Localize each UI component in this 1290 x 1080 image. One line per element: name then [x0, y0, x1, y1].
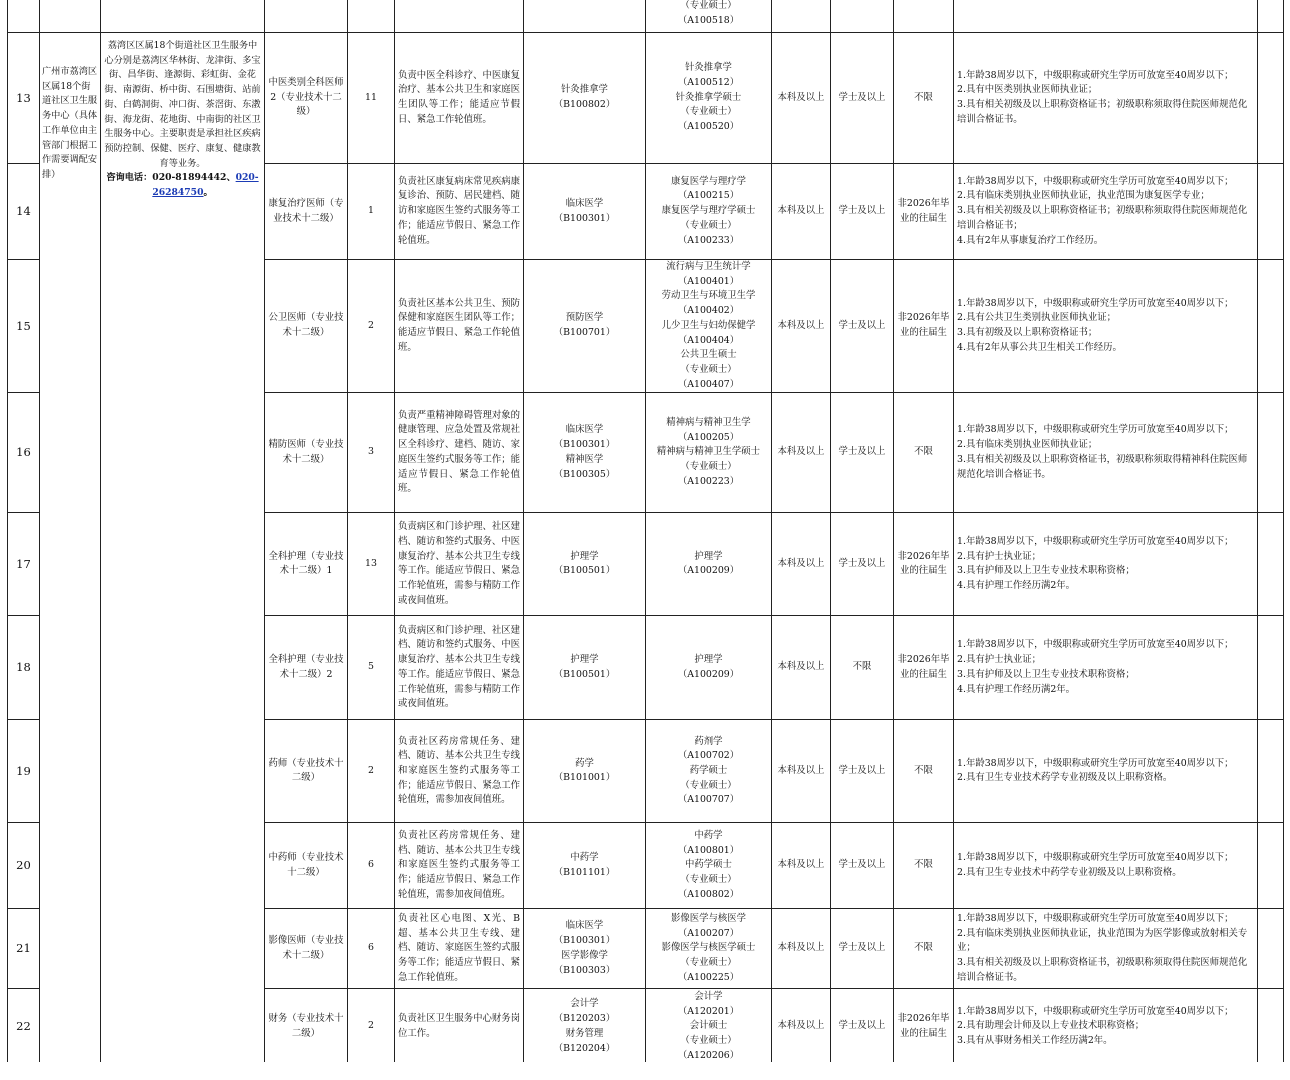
- education-requirement: 本科及以上: [772, 720, 831, 823]
- hire-count: 13: [348, 513, 395, 616]
- education-requirement: 本科及以上: [772, 513, 831, 616]
- notes-cell: [1258, 720, 1284, 823]
- graduate-status: 非2026年毕业的往届生: [894, 164, 954, 260]
- hire-count: 3: [348, 393, 395, 513]
- undergrad-major-line: 会计学: [570, 998, 599, 1010]
- requirement-line: 1.年龄38周岁以下，中级职称或研究生学历可放宽至40周岁以下；: [957, 913, 1234, 925]
- undergrad-major-line: 精神医学: [565, 453, 604, 465]
- grad-major-line: 康复医学与理疗学: [670, 175, 746, 187]
- degree-requirement: 学士及以上: [831, 909, 894, 989]
- position-duties: 负责病区和门诊护理、社区建档、随访和签约式服务、中医康复治疗、基本公共卫生专线等工作。能适应节假日、紧急工作轮值班，需参与精防工作或夜间值班。: [395, 616, 524, 720]
- other-requirements: [954, 909, 1258, 989]
- requirement-line: 4.具有2年从事康复治疗工作经历。: [957, 234, 1104, 246]
- grad-major-line: 会计学: [694, 991, 723, 1003]
- page-bottom-margin: [0, 1062, 1290, 1080]
- undergrad-major-cell: [524, 989, 646, 1065]
- notes-cell: [1258, 164, 1284, 260]
- position-name: 中医类别全科医师2（专业技术十二级）: [265, 33, 348, 164]
- grad-major-line: （专业硕士）: [680, 461, 737, 473]
- grad-major-cell: [646, 616, 772, 720]
- position-name: 全科护理（专业技术十二级）2: [265, 616, 348, 720]
- grad-major-line: 劳动卫生与环境卫生学: [661, 290, 756, 302]
- other-requirements: [954, 720, 1258, 823]
- grad-major-line: 影像医学与核医学硕士: [661, 942, 756, 954]
- unit-description: 荔湾区区属18个街道社区卫生服务中心分别是荔湾区华林街、龙津街、多宝街、昌华街、逢源街、彩虹街、金花街、南源街、桥中街、石围塘街、站前街、白鹤洞街、冲口街、茶滘街、东漖街、海龙街、花地街、中南街的社区卫生服务中心。主要职责是承担社区疾病预防控制、保健、医疗、康复、健康教育等业务。: [104, 40, 261, 169]
- grad-major-line: （专业硕士）: [680, 1035, 737, 1047]
- undergrad-major-line: （B100301）: [553, 439, 616, 451]
- grad-major-line: 儿少卫生与妇幼保健学: [661, 319, 756, 331]
- row-number: 15: [8, 260, 40, 393]
- grad-major-line: （专业硕士）: [680, 219, 737, 231]
- position-name: 影像医师（专业技术十二级）: [265, 909, 348, 989]
- hire-count: 11: [348, 33, 395, 164]
- requirement-line: 1.年龄38周岁以下，中级职称或研究生学历可放宽至40周岁以下；: [957, 852, 1234, 864]
- undergrad-major-cell: [524, 260, 646, 393]
- undergrad-major-line: （B100303）: [553, 964, 616, 976]
- grad-major-line: 中药学硕士: [685, 859, 732, 871]
- phone-2-link[interactable]: 020-26284750: [152, 172, 259, 199]
- requirement-line: 2.具有公共卫生类别执业医师执业证；: [957, 312, 1116, 324]
- position-name: 康复治疗医师（专业技术十二级）: [265, 164, 348, 260]
- hire-count: 2: [348, 260, 395, 393]
- position-duties: 负责严重精神障碍管理对象的健康管理、应急处置及常规社区全科诊疗、建档、随访、家庭医生签约式服务等工作；能适应节假日、紧急工作轮值班。: [395, 393, 524, 513]
- undergrad-major-line: （B100802）: [553, 99, 616, 110]
- other-requirements: [954, 616, 1258, 720]
- requirement-line: 3.具有相关初级及以上职称资格证书；初级职称须取得住院医师规范化培训合格证书。: [957, 99, 1248, 125]
- grad-major-line: （专业硕士）: [680, 363, 737, 375]
- hire-count: 2: [348, 989, 395, 1065]
- grad-major-line: （专业硕士）: [680, 0, 737, 11]
- education-requirement: 本科及以上: [772, 33, 831, 164]
- other-requirements: [954, 823, 1258, 909]
- notes-cell: [1258, 513, 1284, 616]
- recruitment-table: [7, 0, 1284, 1065]
- education-requirement: 本科及以上: [772, 989, 831, 1065]
- grad-major-line: （A100209）: [677, 565, 740, 577]
- contact-phone: [104, 171, 261, 200]
- grad-major-line: （A100520）: [677, 121, 740, 133]
- requirement-line: 1.年龄38周岁以下，中级职称或研究生学历可放宽至40周岁以下；: [957, 297, 1234, 309]
- hire-count: 2: [348, 720, 395, 823]
- grad-major-line: （A100402）: [677, 305, 740, 317]
- education-requirement: 本科及以上: [772, 393, 831, 513]
- grad-major-line: （专业硕士）: [680, 779, 737, 791]
- undergrad-major-line: （B100501）: [553, 565, 616, 577]
- grad-major-line: 流行病与卫生统计学: [666, 261, 751, 272]
- grad-major-line: （A100401）: [677, 275, 740, 287]
- requirement-line: 2.具有护士执业证；: [957, 550, 1041, 562]
- graduate-status: 非2026年毕业的往届生: [894, 260, 954, 393]
- undergrad-major-line: 临床医学: [565, 920, 604, 932]
- undergrad-major-line: 护理学: [570, 654, 599, 666]
- undergrad-major-line: （B100305）: [553, 468, 616, 480]
- graduate-status: 不限: [894, 909, 954, 989]
- requirement-line: 2.具有临床类别执业医师执业证，执业范围为为医学影像或放射相关专业；: [957, 927, 1248, 954]
- grad-major-cell: [646, 260, 772, 393]
- graduate-status: 非2026年毕业的往届生: [894, 616, 954, 720]
- row-number: 13: [8, 33, 40, 164]
- education-requirement: 本科及以上: [772, 823, 831, 909]
- education-requirement: 本科及以上: [772, 164, 831, 260]
- degree-requirement: 学士及以上: [831, 260, 894, 393]
- degree-requirement: 学士及以上: [831, 513, 894, 616]
- grad-major-line: 护理学: [694, 550, 723, 562]
- undergrad-major-cell: [524, 393, 646, 513]
- undergrad-major-line: 财务管理: [565, 1027, 604, 1039]
- requirement-line: 2.具有助理会计师及以上专业技术职称资格；: [957, 1020, 1145, 1032]
- row-number: 22: [8, 989, 40, 1065]
- grad-major-line: 康复医学与理疗学硕士: [661, 205, 756, 217]
- grad-major-line: 护理学: [694, 654, 723, 666]
- position-duties: 负责社区药房常规任务、建档、随访、基本公共卫生专线和家庭医生签约式服务等工作；能适应节假日、紧急工作轮值班，需参加夜间值班。: [395, 720, 524, 823]
- grad-major-line: （A120201）: [677, 1005, 740, 1017]
- undergrad-major-line: 临床医学: [565, 197, 604, 209]
- grad-major-line: （A100512）: [677, 76, 740, 88]
- requirement-line: 3.具有相关初级及以上职称资格证书，初级职称须取得住院医师规范化培训合格证书。: [957, 957, 1248, 983]
- grad-major-line: （A100207）: [677, 927, 740, 939]
- undergrad-major-line: 针灸推拿学: [561, 84, 608, 96]
- grad-major-line: （专业硕士）: [680, 106, 737, 118]
- undergrad-major-cell: [524, 823, 646, 909]
- requirement-line: 3.具有初级及以上职称资格证书；: [957, 327, 1098, 339]
- requirement-line: 1.年龄38周岁以下，中级职称或研究生学历可放宽至40周岁以下；: [957, 175, 1234, 187]
- grad-major-line: （A100707）: [677, 794, 740, 806]
- requirement-line: 2.具有临床类别执业医师执业证；: [957, 439, 1098, 451]
- grad-major-line: 针灸推拿学: [685, 62, 732, 74]
- hire-count: 6: [348, 909, 395, 989]
- graduate-status: 不限: [894, 393, 954, 513]
- requirement-line: 2.具有护士执业证；: [957, 654, 1041, 666]
- grad-major-cell: [646, 823, 772, 909]
- grad-major-line: （A100801）: [677, 844, 740, 856]
- position-name: 公卫医师（专业技术十二级）: [265, 260, 348, 393]
- grad-major-line: 影像医学与核医学: [670, 913, 746, 925]
- requirement-line: 3.具有护师及以上卫生专业技术职称资格；: [957, 668, 1135, 680]
- graduate-status: 非2026年毕业的往届生: [894, 513, 954, 616]
- requirement-line: 1.年龄38周岁以下，中级职称或研究生学历可放宽至40周岁以下；: [957, 535, 1234, 547]
- undergrad-major-line: （B101001）: [553, 772, 616, 784]
- undergrad-major-cell: [524, 164, 646, 260]
- requirement-line: 2.具有临床类别执业医师执业证，执业范围为康复医学专业；: [957, 190, 1210, 202]
- grad-major-line: （专业硕士）: [680, 957, 737, 969]
- position-name: 中药师（专业技术十二级）: [265, 823, 348, 909]
- notes-cell: [1258, 823, 1284, 909]
- hire-count: 1: [348, 164, 395, 260]
- other-requirements: [954, 164, 1258, 260]
- position-name: 精防医师（专业技术十二级）: [265, 393, 348, 513]
- position-name: 全科护理（专业技术十二级）1: [265, 513, 348, 616]
- other-requirements: [954, 33, 1258, 164]
- grad-major-cell: [646, 989, 772, 1065]
- education-requirement: 本科及以上: [772, 909, 831, 989]
- undergrad-major-line: 中药学: [570, 852, 599, 864]
- position-name: 财务（专业技术十二级）: [265, 989, 348, 1065]
- contact-label: 咨询电话：: [106, 172, 153, 184]
- grad-major-line: （专业硕士）: [680, 874, 737, 886]
- requirement-line: 3.具有相关初级及以上职称资格证书；初级职称须取得住院医师规范化培训合格证书；: [957, 205, 1248, 231]
- requirement-line: 4.具有2年从事公共卫生相关工作经历。: [957, 341, 1122, 353]
- other-requirements: [954, 989, 1258, 1065]
- other-requirements: [954, 513, 1258, 616]
- requirement-line: 1.年龄38周岁以下，中级职称或研究生学历可放宽至40周岁以下；: [957, 424, 1234, 436]
- grad-major-cell: [646, 0, 772, 33]
- undergrad-major-cell: [524, 513, 646, 616]
- undergrad-major-line: （B100501）: [553, 668, 616, 680]
- row-number: 14: [8, 164, 40, 260]
- grad-major-line: （A100404）: [677, 334, 740, 346]
- position-duties: 负责病区和门诊护理、社区建档、随访和签约式服务、中医康复治疗、基本公共卫生专线等工作。能适应节假日、紧急工作轮值班，需参与精防工作或夜间值班。: [395, 513, 524, 616]
- position-duties: 负责社区卫生服务中心财务岗位工作。: [395, 989, 524, 1065]
- phone-separator: 、: [226, 172, 236, 184]
- table-row-continued: [8, 0, 1284, 33]
- grad-major-line: 药剂学: [694, 735, 723, 747]
- requirement-line: 2.具有中医类别执业医师执业证；: [957, 84, 1098, 96]
- requirement-line: 2.具有卫生专业技术药学专业初级及以上职称资格。: [957, 772, 1173, 784]
- grad-major-line: （A100215）: [677, 190, 740, 202]
- grad-major-line: （A100223）: [677, 475, 740, 487]
- undergrad-major-cell: [524, 33, 646, 164]
- undergrad-major-line: 护理学: [570, 550, 599, 562]
- position-duties: 负责社区药房常规任务、建档、随访、基本公共卫生专线和家庭医生签约式服务等工作；能适应节假日、紧急工作轮值班，需参加夜间值班。: [395, 823, 524, 909]
- requirement-line: 1.年龄38周岁以下，中级职称或研究生学历可放宽至40周岁以下；: [957, 639, 1234, 651]
- graduate-status: 不限: [894, 720, 954, 823]
- undergrad-major-line: 药学: [575, 757, 594, 769]
- grad-major-cell: [646, 909, 772, 989]
- grad-major-line: 会计硕士: [689, 1020, 728, 1032]
- hire-count: 6: [348, 823, 395, 909]
- undergrad-major-cell: [524, 616, 646, 720]
- undergrad-major-line: 医学影像学: [561, 949, 608, 961]
- undergrad-major-line: （B101101）: [553, 866, 616, 878]
- grad-major-line: （A100407）: [677, 378, 740, 390]
- grad-major-line: 公共卫生硕士: [680, 349, 737, 361]
- degree-requirement: 学士及以上: [831, 164, 894, 260]
- grad-major-line: （A100233）: [677, 234, 740, 246]
- degree-requirement: 学士及以上: [831, 989, 894, 1065]
- undergrad-major-line: （B120204）: [553, 1042, 616, 1054]
- undergrad-major-line: （B120203）: [553, 1013, 616, 1025]
- graduate-status: 不限: [894, 823, 954, 909]
- grad-major-line: （A100802）: [677, 888, 740, 900]
- other-requirements: [954, 393, 1258, 513]
- grad-major-line: （A120206）: [677, 1049, 740, 1061]
- row-number: 19: [8, 720, 40, 823]
- requirement-line: 1.年龄38周岁以下，中级职称或研究生学历可放宽至40周岁以下；: [957, 1005, 1234, 1017]
- requirement-line: 1.年龄38周岁以下，中级职称或研究生学历可放宽至40周岁以下；: [957, 757, 1234, 769]
- undergrad-major-line: （B100301）: [553, 212, 616, 224]
- position-duties: 负责社区基本公共卫生、预防保健和家庭医生团队等工作；能适应节假日、紧急工作轮值班。: [395, 260, 524, 393]
- row-number: 18: [8, 616, 40, 720]
- grad-major-cell: [646, 164, 772, 260]
- requirement-line: 2.具有卫生专业技术中药学专业初级及以上职称资格。: [957, 866, 1182, 878]
- row-number: 20: [8, 823, 40, 909]
- grad-major-line: （A100225）: [677, 971, 740, 983]
- row-number: 21: [8, 909, 40, 989]
- row-number: 17: [8, 513, 40, 616]
- degree-requirement: 学士及以上: [831, 720, 894, 823]
- position-name: 药师（专业技术十二级）: [265, 720, 348, 823]
- graduate-status: 非2026年毕业的往届生: [894, 989, 954, 1065]
- other-requirements: [954, 260, 1258, 393]
- notes-cell: [1258, 616, 1284, 720]
- undergrad-major-line: 临床医学: [565, 424, 604, 436]
- requirement-line: 1.年龄38周岁以下，中级职称或研究生学历可放宽至40周岁以下；: [957, 69, 1234, 81]
- grad-major-line: （A100205）: [677, 431, 740, 443]
- requirement-line: 3.具有相关初级及以上职称资格证书，初级职称须取得精神科住院医师规范化培训合格证书。: [957, 453, 1248, 480]
- contact-end: 。: [203, 187, 213, 199]
- requirement-line: 4.具有护理工作经历满2年。: [957, 683, 1076, 695]
- undergrad-major-line: （B100301）: [553, 935, 616, 947]
- grad-major-line: （A100702）: [677, 750, 740, 762]
- degree-requirement: 不限: [831, 616, 894, 720]
- education-requirement: 本科及以上: [772, 260, 831, 393]
- notes-cell: [1258, 909, 1284, 989]
- unit-description-cell: [101, 33, 265, 1065]
- grad-major-line: 药学硕士: [689, 764, 728, 776]
- notes-cell: [1258, 989, 1284, 1065]
- notes-cell: [1258, 33, 1284, 164]
- unit-name-cell: 广州市荔湾区区属18个街道社区卫生服务中心（具体工作单位由主管部门根据工作需要调配安排）: [40, 33, 101, 1065]
- position-duties: 负责社区康复病床常见疾病康复诊治、预防、居民建档、随访和家庭医生签约式服务等工作；能适应节假日、紧急工作轮值班。: [395, 164, 524, 260]
- requirement-line: 4.具有护理工作经历满2年。: [957, 580, 1076, 592]
- grad-major-cell: [646, 513, 772, 616]
- undergrad-major-cell: [524, 909, 646, 989]
- table-row: [8, 33, 1284, 164]
- row-number: 16: [8, 393, 40, 513]
- undergrad-major-line: （B100701）: [553, 327, 616, 339]
- grad-major-line: （A100518）: [677, 14, 740, 26]
- hire-count: 5: [348, 616, 395, 720]
- undergrad-major-line: 预防医学: [565, 312, 604, 324]
- grad-major-line: 针灸推拿学硕士: [675, 91, 742, 103]
- grad-major-cell: [646, 33, 772, 164]
- grad-major-cell: [646, 720, 772, 823]
- undergrad-major-cell: [524, 720, 646, 823]
- graduate-status: 不限: [894, 33, 954, 164]
- grad-major-line: 精神病与精神卫生学: [666, 417, 751, 429]
- notes-cell: [1258, 260, 1284, 393]
- degree-requirement: 学士及以上: [831, 823, 894, 909]
- grad-major-cell: [646, 393, 772, 513]
- degree-requirement: 学士及以上: [831, 33, 894, 164]
- grad-major-line: 精神病与精神卫生学硕士: [656, 446, 761, 458]
- requirement-line: 3.具有从事财务相关工作经历满2年。: [957, 1035, 1113, 1047]
- education-requirement: 本科及以上: [772, 616, 831, 720]
- grad-major-line: 中药学: [694, 830, 723, 842]
- notes-cell: [1258, 393, 1284, 513]
- grad-major-line: （A100209）: [677, 668, 740, 680]
- position-duties: 负责中医全科诊疗、中医康复治疗、基本公共卫生和家庭医生团队等工作；能适应节假日、紧急工作轮值班。: [395, 33, 524, 164]
- degree-requirement: 学士及以上: [831, 393, 894, 513]
- phone-1: 020-81894442: [152, 172, 227, 184]
- requirement-line: 3.具有护师及以上卫生专业技术职称资格；: [957, 565, 1135, 577]
- position-duties: 负责社区心电图、X光、B超、基本公共卫生专线、建档、随访、家庭医生签约式服务等工作；能适应节假日、紧急工作轮值班。: [395, 909, 524, 989]
